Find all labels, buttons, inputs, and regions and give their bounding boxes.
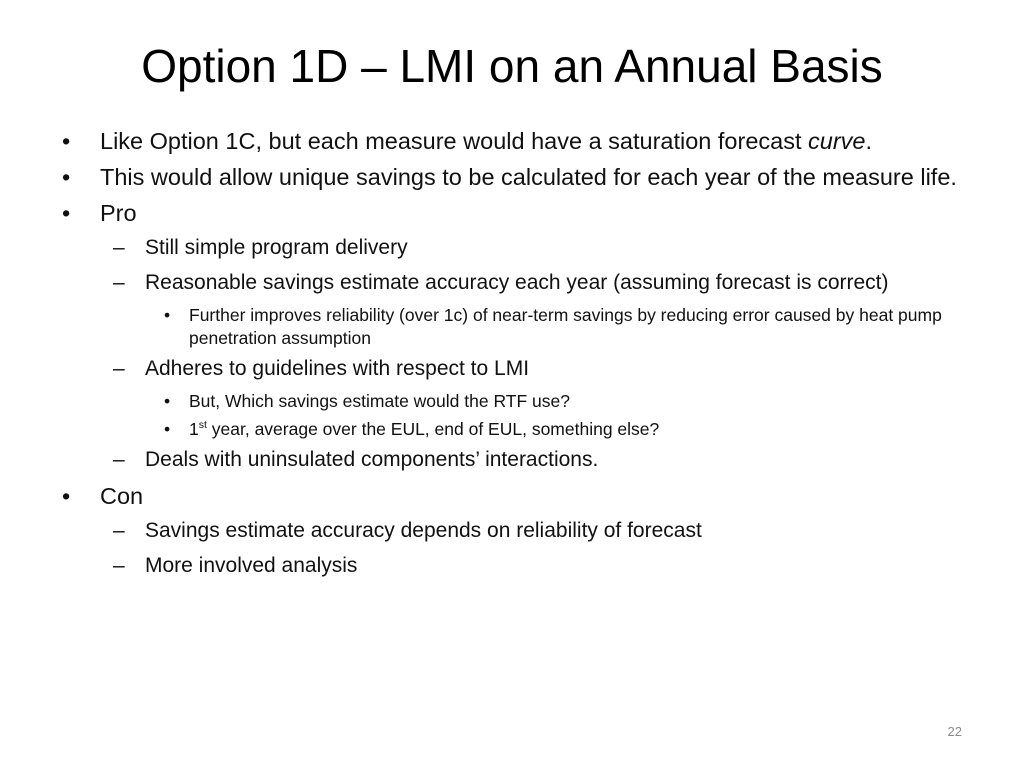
bullet-text: Pro (100, 200, 137, 226)
slide-title: Option 1D – LMI on an Annual Basis (141, 40, 883, 92)
bullet-text: This would allow unique savings to be calculated for each year of the measure life. (100, 164, 957, 190)
sub-sub-bullet-text: year, average over the EUL, end of EUL, something else? (206, 419, 660, 439)
dash-marker: – (113, 554, 125, 577)
bullet-text-italic: curve (808, 128, 866, 154)
bullet-marker: • (164, 391, 171, 411)
dash-marker: – (113, 236, 125, 259)
ordinal-suffix: st (198, 419, 207, 432)
bullet-marker: • (62, 483, 71, 509)
bullet-text: Con (100, 483, 144, 509)
sub-bullet-item (58, 517, 958, 544)
sub-sub-bullet-item (58, 418, 958, 441)
dash-marker: – (113, 448, 125, 471)
sub-sub-bullet-text: But, Which savings estimate would the RTF use? (189, 391, 570, 411)
dash-marker: – (113, 271, 125, 294)
sub-bullet-text: More involved analysis (145, 554, 358, 577)
ordinal-number: 1 (189, 419, 199, 439)
dash-marker: – (113, 519, 125, 542)
page-number: 22 (947, 724, 962, 739)
bullet-text: Like Option 1C, but each measure would have a saturation forecast (100, 128, 809, 154)
sub-bullet-item (58, 552, 958, 579)
sub-sub-bullet-text: Further improves reliability (over 1c) of near-term savings by reducing error caused by heat pump penetration assumption (189, 305, 942, 348)
bullet-list (58, 126, 958, 587)
sub-bullet-item (58, 355, 958, 382)
sub-sub-bullet-item (58, 304, 958, 350)
sub-bullet-text: Adheres to guidelines with respect to LMI (145, 357, 530, 380)
bullet-item-pro (58, 198, 958, 228)
sub-bullet-text: Still simple program delivery (145, 236, 408, 259)
dash-marker: – (113, 357, 125, 380)
sub-bullet-item (58, 269, 958, 296)
sub-bullet-text: Reasonable savings estimate accuracy each year (assuming forecast is correct) (145, 271, 889, 294)
bullet-item (58, 162, 958, 192)
bullet-marker: • (62, 164, 71, 190)
bullet-marker: • (164, 419, 171, 439)
sub-bullet-item (58, 446, 958, 473)
sub-bullet-text: Deals with uninsulated components’ interactions. (145, 448, 599, 471)
bullet-text-end: . (865, 128, 873, 154)
bullet-item (58, 126, 958, 156)
bullet-marker: • (62, 200, 71, 226)
sub-bullet-item (58, 234, 958, 261)
sub-bullet-text: Savings estimate accuracy depends on reliability of forecast (145, 519, 702, 542)
sub-sub-bullet-item (58, 390, 958, 413)
bullet-item-con (58, 481, 958, 511)
bullet-marker: • (164, 305, 171, 325)
bullet-marker: • (62, 128, 71, 154)
